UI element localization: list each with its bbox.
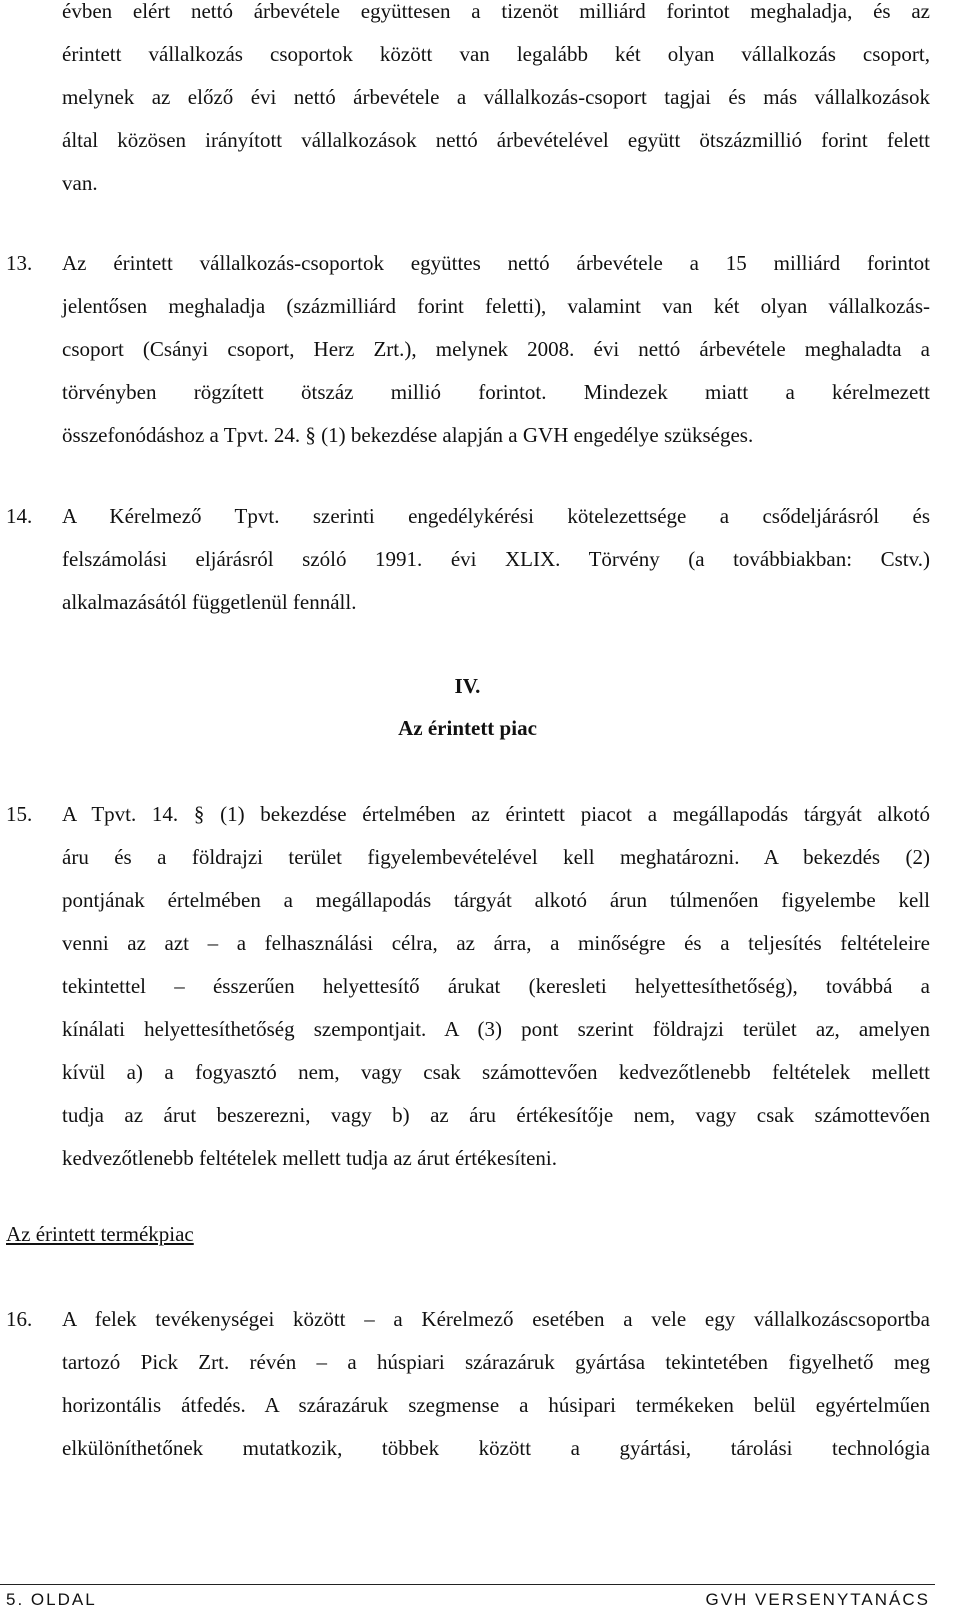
text-line: horizontális átfedés. A szárazáruk szegmense a húsipari termékeken belül egyértelműen: [62, 1393, 930, 1417]
text-line: által közösen irányított vállalkozások nettó árbevételével együtt ötszázmillió forint felett: [62, 128, 930, 152]
text-line: csoport (Csányi csoport, Herz Zrt.), melynek 2008. évi nettó árbevétele meghaladta a: [62, 337, 930, 361]
text-line: jelentősen meghaladja (százmilliárd forint feletti), valamint van két olyan vállalkozás-: [62, 294, 930, 318]
paragraph-number: 15.: [6, 802, 33, 826]
section-title: Az érintett piac: [398, 716, 537, 740]
text-line: Az érintett vállalkozás-csoportok együttes nettó árbevétele a 15 milliárd forintot: [62, 251, 930, 275]
text-line: tekintettel – ésszerűen helyettesítő árukat (keresleti helyettesíthetőség), továbbá a: [62, 974, 930, 998]
text-line: tartozó Pick Zrt. révén – a húspiari szárazáruk gyártása tekintetében figyelhető meg: [62, 1350, 930, 1374]
text-line: A felek tevékenységei között – a Kérelmező esetében a vele egy vállalkozáscsoportba: [62, 1307, 930, 1331]
text-line: A Tpvt. 14. § (1) bekezdése értelmében az érintett piacot a megállapodás tárgyát alkotó: [62, 802, 930, 826]
text-line: összefonódáshoz a Tpvt. 24. § (1) bekezdése alapján a GVH engedélye szükséges.: [62, 423, 754, 447]
text-line: alkalmazásától függetlenül fennáll.: [62, 590, 357, 614]
text-line: tudja az árut beszerezni, vagy b) az áru értékesítője nem, vagy csak számottevően: [62, 1103, 930, 1127]
text-line: felszámolási eljárásról szóló 1991. évi XLIX. Törvény (a továbbiakban: Cstv.): [62, 547, 930, 571]
paragraph-13: [62, 242, 930, 457]
text-line: venni az azt – a felhasználási célra, az árra, a minőségre és a teljesítés feltételeire: [62, 931, 930, 955]
subheading: Az érintett termékpiac: [6, 1222, 194, 1246]
paragraph-number: 13.: [6, 251, 33, 275]
paragraph-number: 14.: [6, 504, 33, 528]
text-line: törvényben rögzített ötszáz millió forintot. Mindezek miatt a kérelmezett: [62, 380, 930, 404]
text-line: kívül a) a fogyasztó nem, vagy csak számottevően kedvezőtlenebb feltételek mellett: [62, 1060, 930, 1084]
text-line: áru és a földrajzi terület figyelembevételével kell meghatározni. A bekezdés (2): [62, 845, 930, 869]
paragraph-16: [62, 1298, 930, 1470]
paragraph-number: 16.: [6, 1307, 33, 1331]
section-number: IV.: [454, 674, 481, 698]
text-line: kínálati helyettesíthetőség szempontjait. A (3) pont szerint földrajzi terület az, amelyen: [62, 1017, 930, 1041]
text-line: A Kérelmező Tpvt. szerinti engedélykérési kötelezettsége a csődeljárásról és: [62, 504, 930, 528]
text-line: melynek az előző évi nettó árbevétele a vállalkozás-csoport tagjai és más vállalkozások: [62, 85, 930, 109]
intro-paragraph: [62, 0, 930, 205]
text-line: van.: [62, 171, 98, 195]
text-line: kedvezőtlenebb feltételek mellett tudja az árut értékesíteni.: [62, 1146, 558, 1170]
paragraph-14: [62, 495, 930, 624]
text-line: pontjának értelmében a megállapodás tárgyát alkotó árun túlmenően figyelembe kell: [62, 888, 930, 912]
text-line: évben elért nettó árbevétele együttesen a tizenöt milliárd forintot meghaladja, és az: [62, 0, 930, 23]
text-line: érintett vállalkozás csoportok között van legalább két olyan vállalkozás csoport,: [62, 42, 930, 66]
page-number: 5. OLDAL: [6, 1590, 97, 1609]
paragraph-15: [62, 793, 930, 1180]
footer-divider: [0, 1584, 935, 1585]
text-line: elkülöníthetőnek mutatkozik, többek között a gyártási, tárolási technológia: [62, 1436, 930, 1460]
footer-organization: GVH VERSENYTANÁCS: [705, 1590, 930, 1609]
